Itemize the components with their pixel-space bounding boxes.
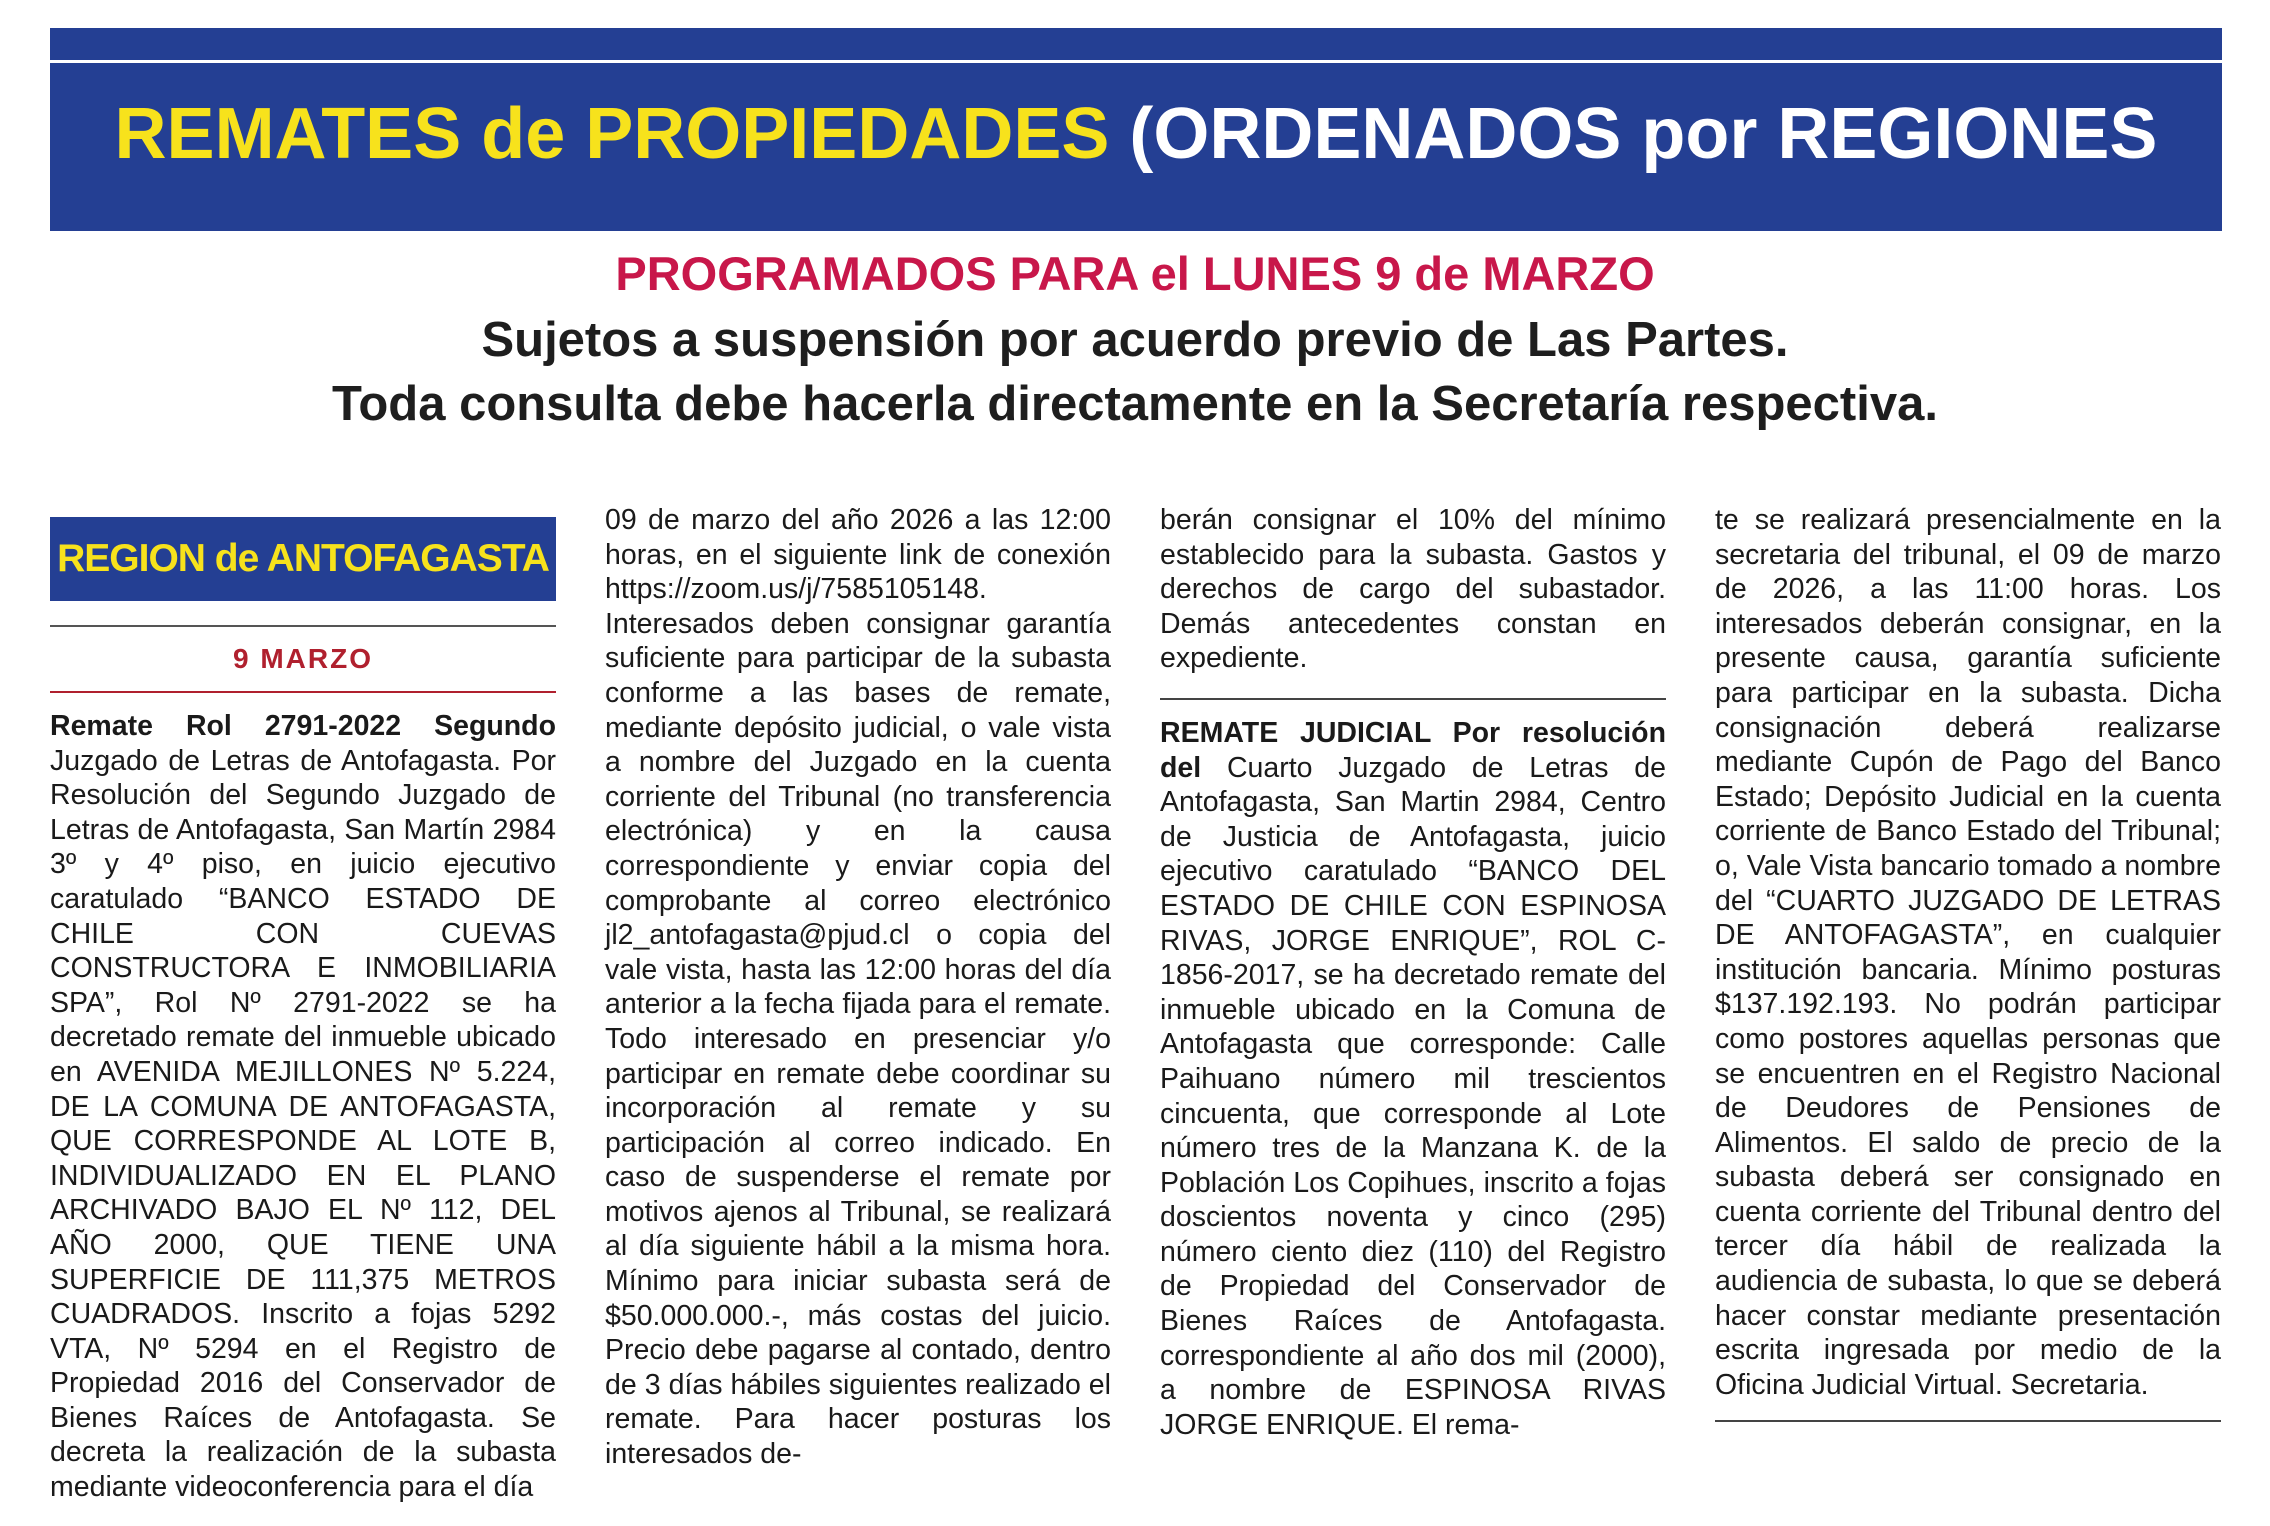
end-divider <box>1715 1420 2221 1422</box>
schedule-heading: PROGRAMADOS PARA el LUNES 9 de MARZO <box>615 247 1655 300</box>
region-label: REGION de ANTOFAGASTA <box>50 517 556 601</box>
notice-1-text-a: Juzgado de Letras de Antofagasta. Por Resolución del Segundo Juzgado de Letras de Antofagasta, San Martín 2984 3º y 4º piso, en juicio ejecutivo caratulado “BANCO ESTADO DE CHILE CON CUEVAS CONSTRUCTORA E INMOBILIARIA SPA”, Rol Nº 2791-2022 se ha decretado remate del inmueble ubicado en AVENIDA MEJILLONES Nº 5.224, DE LA COMUNA DE ANTOFAGASTA, QUE CORRESPONDE AL LOTE B, INDIVIDUALIZADO EN EL PLANO ARCHIVADO BAJO EL Nº 112, DEL AÑO 2000, QUE TIENE UNA SUPERFICIE DE 111,375 METROS CUADRADOS. Inscrito a fojas 5292 VTA, Nº 5294 en el Registro de Propiedad 2016 del Conservador de Bienes Raíces de Antofagasta. Se decreta la realización de la subasta mediante videoconferencia para el día <box>50 744 556 1504</box>
notice-separator <box>1160 698 1666 700</box>
notice-2-part-1 <box>1160 716 1666 1442</box>
inquiry-note: Toda consulta debe hacerla directamente en la Secretaría respectiva. <box>332 377 1938 431</box>
header-banner <box>50 28 2222 231</box>
column-1 <box>50 503 556 1505</box>
column-3 <box>1160 503 1666 1442</box>
banner-top-rule <box>50 60 2222 63</box>
title-part-yellow: REMATES de PROPIEDADES <box>114 94 1130 174</box>
notice-2-text-a: Cuarto Juzgado de Letras de Antofagasta, San Martin 2984, Centro de Justicia de Antofagasta, juicio ejecutivo caratulado “BANCO DEL ESTADO DE CHILE CON ESPINOSA RIVAS, JORGE ENRIQUE”, ROL C-1856-2017, se ha decretado remate del inmueble ubicado en la Comuna de Antofagasta que corresponde: Calle Paihuano número mil trescientos cincuenta, que corresponde al Lote número tres de la Manzana K. de la Población Los Copihues, inscrito a fojas doscientos noventa y cinco (295) número ciento diez (110) del Registro de Propiedad del Conservador de Bienes Raíces de Antofagasta. correspondiente al año dos mil (2000), a nombre de ESPINOSA RIVAS JORGE ENRIQUE. El rema- <box>1160 751 1666 1441</box>
page-title <box>50 94 2222 174</box>
notice-1-part-2: 09 de marzo del año 2026 a las 12:00 horas, en el siguiente link de conexión https://zoom.us/j/7585105148. Interesados deben consignar garantía suficiente para participar de la subasta conforme a las bases de remate, mediante depósito judicial, o vale vista a nombre del Juzgado en la cuenta corriente del Tribunal (no transferencia electrónica) y en la causa correspondiente y enviar copia del comprobante al correo electrónico jl2_antofagasta@pjud.cl o copia del vale vista, hasta las 12:00 horas del día anterior a la fecha fijada para el remate. Todo interesado en presenciar y/o participar en remate debe coordinar su incorporación al remate y su participación al correo indicado. En caso de suspenderse el remate por motivos ajenos al Tribunal, se realizará al día siguiente hábil a la misma hora. Mínimo para iniciar subasta será de $50.000.000.-, más costas del juicio. Precio debe pagarse al contado, dentro de 3 días hábiles siguientes realizado el remate. Para hacer posturas los interesados de- <box>605 504 1111 1471</box>
date-label: 9 MARZO <box>233 643 373 674</box>
column-2 <box>605 503 1111 1472</box>
notice-1-part-1 <box>50 709 556 1505</box>
notice-1-part-3: berán consignar el 10% del mínimo establecido para la subasta. Gastos y derechos de cargo del subastador. Demás antecedentes constan en expediente. <box>1160 504 1666 675</box>
divider-red <box>50 691 556 693</box>
notice-2-lead: REMATE JUDICIAL Por resolución del <box>1160 716 1666 784</box>
column-4 <box>1715 503 2221 1422</box>
notice-2-part-2: te se realizará presencialmente en la secretaria del tribunal, el 09 de marzo de 2026, a las 11:00 horas. Los interesados deberán consignar, en la presente causa, garantía suficiente para participar en la subasta. Dicha consignación deberá realizarse mediante Cupón de Pago del Banco Estado; Depósito Judicial en la cuenta corriente de Banco Estado del Tribunal; o, Vale Vista bancario tomado a nombre del “CUARTO JUZGADO DE LETRAS DE ANTOFAGASTA”, en cualquier institución bancaria. Mínimo posturas $137.192.193. No podrán participar como postores aquellas personas que se encuentren en el Registro Nacional de Deudores de Pensiones de Alimentos. El saldo de precio de la subasta deberá ser consignado en cuenta corriente del Tribunal dentro del tercer día hábil de realizada la audiencia de subasta, lo que se deberá hacer constar mediante presentación escrita ingresada por medio de la Oficina Judicial Virtual. Secretaria. <box>1715 504 2221 1401</box>
notice-1-lead: Remate Rol 2791-2022 Segundo <box>50 710 556 742</box>
title-part-white: (ORDENADOS por REGIONES <box>1129 94 2158 174</box>
divider-top <box>50 625 556 627</box>
suspension-note: Sujetos a suspensión por acuerdo previo de Las Partes. <box>481 313 1789 367</box>
